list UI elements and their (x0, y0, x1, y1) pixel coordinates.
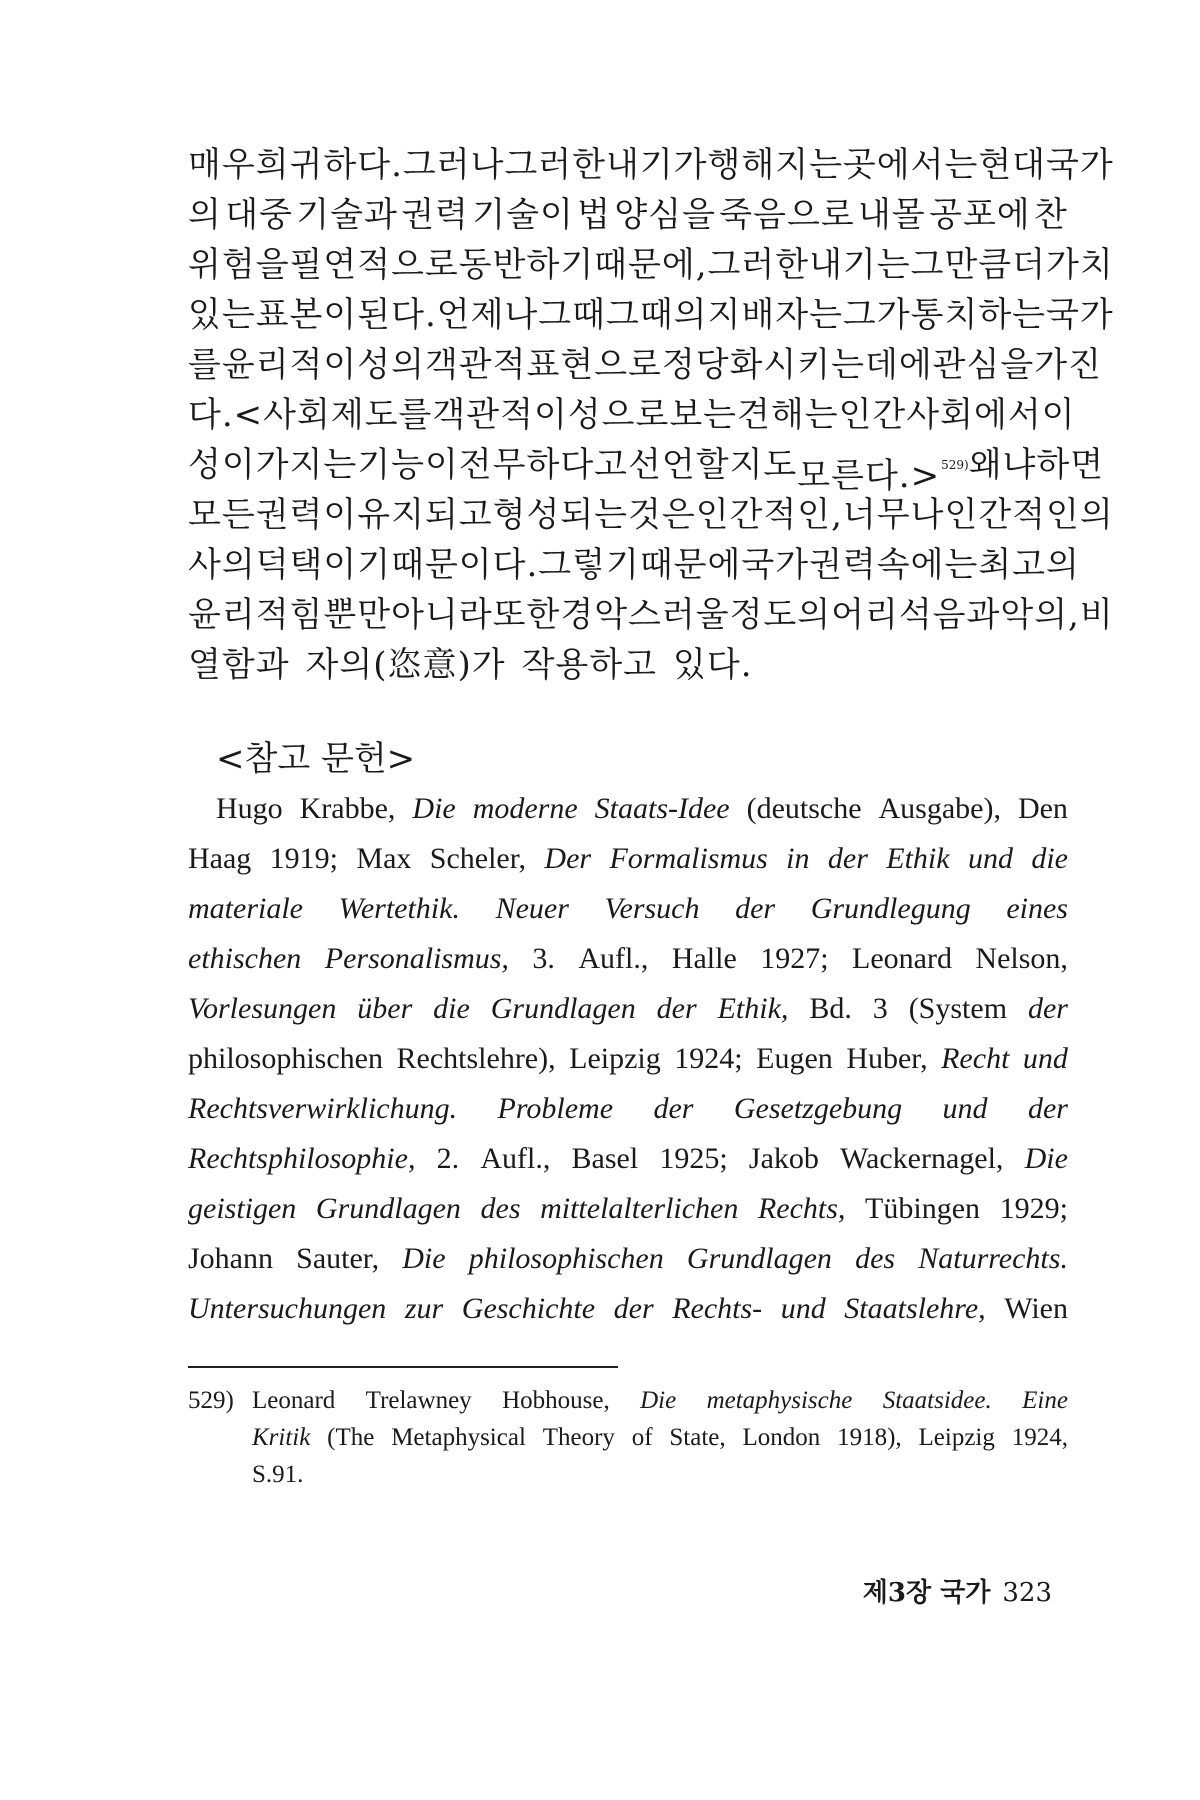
word: 인간 (838, 395, 907, 435)
word: 2. (436, 1142, 460, 1175)
word: 그만큼 (910, 245, 1013, 285)
body-paragraph (188, 140, 1114, 690)
reference-line (188, 1184, 1068, 1234)
word: S. (252, 1461, 273, 1488)
word: des (480, 1192, 521, 1225)
word: 보는 (669, 395, 738, 435)
word: Personalismus, (324, 942, 509, 975)
word: 최고의 (978, 545, 1080, 585)
word: Haag (188, 842, 252, 875)
word: 있는 (188, 295, 256, 335)
reference-line (188, 834, 1068, 884)
word: 1924; (674, 1042, 743, 1075)
word: 권력 (809, 545, 877, 585)
word: Grundlagen (686, 1242, 832, 1275)
word: Metaphysical (391, 1424, 526, 1451)
word: 공포에 (929, 195, 1031, 235)
word: 그렇기 (538, 545, 640, 585)
word: 내기가 (605, 145, 708, 185)
word: Sauter, (296, 1242, 380, 1275)
word: Ethik (886, 842, 950, 875)
word: Scheler, (429, 842, 527, 875)
word: 관심을 (932, 345, 1035, 385)
word: 다. (188, 395, 234, 435)
reference-line (188, 934, 1068, 984)
word: Probleme (497, 1092, 614, 1125)
word: 더 (1012, 245, 1047, 285)
references-list (188, 784, 1068, 1334)
word: 국가 (1046, 145, 1114, 185)
word: State, (669, 1424, 726, 1451)
word: 기술과 (296, 195, 398, 235)
word: 법 (577, 195, 612, 235)
word: der (735, 892, 776, 925)
word: Leipzig (569, 1042, 661, 1075)
word: 제도를 (330, 395, 433, 435)
word: Eine (1022, 1387, 1068, 1414)
body-line-3 (188, 240, 1114, 290)
word: 의 (188, 195, 222, 235)
word: 인간적인 (944, 495, 1080, 535)
word: 동반하기 (458, 245, 595, 285)
word: 기능이 (357, 445, 459, 485)
word: 지배자는 (707, 295, 843, 335)
word: über (357, 992, 413, 1025)
word: 경악스러울 (560, 595, 730, 635)
body-line-4 (188, 290, 1114, 340)
word: 그러한 (504, 145, 606, 185)
reference-line (188, 1234, 1068, 1284)
word: Trelawney (365, 1387, 472, 1414)
word: Bd. (809, 992, 852, 1025)
word: Neuer (495, 892, 569, 925)
word: Grundlagen (490, 992, 636, 1025)
word: Die (640, 1387, 677, 1414)
word: und (780, 1292, 826, 1325)
word: Max (356, 842, 412, 875)
word: 권력 (401, 195, 469, 235)
word: 데에 (864, 345, 933, 385)
word: 때문이다. (391, 545, 539, 585)
word: 내몰 (858, 195, 926, 235)
page-footer (863, 1572, 1052, 1609)
word: 모든 (188, 495, 256, 535)
word: Staatsidee. (882, 1387, 992, 1414)
word: eines (1006, 892, 1068, 925)
word: der (1027, 1092, 1068, 1125)
word: 있다. (673, 645, 753, 685)
word: 국가 (741, 545, 810, 585)
body-line-8 (188, 490, 1114, 540)
word: 그때그때의 (538, 295, 708, 335)
body-line-6 (188, 390, 1076, 440)
word: Krabbe, (299, 792, 396, 825)
word: Kritik (252, 1424, 311, 1451)
word: (System (908, 992, 1008, 1025)
word: London (742, 1424, 821, 1451)
word: 어리석음과 (831, 595, 1001, 635)
word: Rechtsphilosophie, (188, 1142, 416, 1175)
footnote-divider (188, 1366, 618, 1368)
word: 비 (1079, 595, 1114, 635)
word: Tübingen (865, 1192, 981, 1225)
word: 것은 (628, 495, 696, 535)
word: 표본이 (255, 295, 358, 335)
word: Rechts, (757, 1192, 846, 1225)
word: 대중 (225, 195, 293, 235)
word: 자의(恣意)가 (305, 645, 506, 685)
word: 위험을 (188, 245, 290, 285)
word: 왜냐하면 (968, 445, 1105, 485)
word: Den (1017, 792, 1068, 825)
word: Die (1024, 1142, 1068, 1175)
body-line-1 (188, 140, 1114, 190)
word: (deutsche (746, 792, 862, 825)
word: 모른다.>$^{529)}$ (797, 456, 969, 496)
word: der (656, 992, 697, 1025)
word: 열함과 (188, 645, 290, 685)
word: (The (327, 1424, 375, 1451)
word: 를 (188, 345, 222, 385)
word: der (827, 842, 868, 875)
word: 선언할지도 (628, 445, 798, 485)
footnote-line (252, 1382, 1068, 1419)
word: mittelalterlichen (540, 1192, 739, 1225)
word: 필연적으로 (289, 245, 459, 285)
word: Huber, (846, 1042, 928, 1075)
word: 전무하다고 (458, 445, 629, 485)
reference-line (188, 784, 1068, 834)
word: moderne (472, 792, 578, 825)
word: Leonard (252, 1387, 336, 1414)
word: 국가 (1046, 295, 1114, 335)
word: Hugo (216, 792, 283, 825)
word: Vorlesungen (188, 992, 337, 1025)
word: 악의, (1000, 595, 1080, 635)
word: 1919; (269, 842, 339, 875)
word: 윤리적 (221, 345, 324, 385)
word: Die (402, 1242, 446, 1275)
word: Ausgabe), (878, 792, 1001, 825)
body-line-7 (188, 440, 1105, 496)
word: 객관적 (432, 395, 534, 435)
word: Wertethik. (338, 892, 460, 925)
body-line-10 (188, 590, 1114, 640)
word: 양심을 (614, 195, 716, 235)
word: 윤리적 (188, 595, 290, 635)
word: 매우 (188, 145, 256, 185)
body-line-11 (188, 640, 1068, 690)
word: Leonard (852, 942, 952, 975)
word: 사회에서 (906, 395, 1042, 435)
word: 정도의 (729, 595, 832, 635)
word: philosophischen (468, 1242, 664, 1275)
word: 1929; (999, 1192, 1068, 1225)
word: 1924, (1011, 1424, 1068, 1451)
word: 찬 (1034, 195, 1068, 235)
word: 덕택이기 (255, 545, 392, 585)
word: 성이 (188, 445, 256, 485)
word: 3 (872, 992, 888, 1025)
word: Staatslehre, (844, 1292, 986, 1325)
word: 인간적인, (695, 495, 843, 535)
word: Geschichte (461, 1292, 596, 1325)
word: ethischen (188, 942, 302, 975)
reference-line (188, 1034, 1068, 1084)
footnote (188, 1382, 1068, 1493)
word: Gesetzgebung (733, 1092, 903, 1125)
page-number: 323 (1002, 1578, 1052, 1608)
word: philosophischen (188, 1042, 383, 1075)
word: 아니라 (391, 595, 493, 635)
word: 이성으로 (533, 395, 670, 435)
word: Basel (571, 1142, 639, 1175)
word: Rechtsverwirklichung. (188, 1092, 458, 1125)
word: 의 (1079, 495, 1114, 535)
word: Rechtslehre), (396, 1042, 556, 1075)
word: Wien (1004, 1292, 1068, 1325)
footnote-number: 529) (188, 1387, 234, 1414)
word: 된다. (357, 295, 437, 335)
word: Der (544, 842, 592, 875)
word: 또한 (492, 595, 561, 635)
body-line-2 (188, 190, 1068, 240)
word: 힘뿐만 (289, 595, 392, 635)
word: 1918), (837, 1424, 902, 1451)
word: Aufl., (578, 942, 649, 975)
word: der (653, 1092, 694, 1125)
word: 3. (532, 942, 555, 975)
word: Hobhouse, (502, 1387, 610, 1414)
word: geistigen (188, 1192, 297, 1225)
word: 내기는 (809, 245, 911, 285)
word: 때문에 (639, 545, 742, 585)
footnote-line (252, 1419, 1068, 1456)
word: Staats-Idee (594, 792, 730, 825)
word: 곳에서는 (842, 145, 979, 185)
word: und (942, 1092, 988, 1125)
word: 표현으로 (526, 345, 662, 385)
body-line-9 (188, 540, 1080, 590)
word: 가치 (1046, 245, 1114, 285)
word: 유지되고 (357, 495, 493, 535)
word: of (631, 1424, 653, 1451)
word: und (1022, 1042, 1068, 1075)
word: Aufl., (480, 1142, 551, 1175)
word: <사회 (233, 395, 331, 435)
word: 그러나 (402, 145, 505, 185)
word: 형성되는 (492, 495, 629, 535)
word: Formalismus (609, 842, 768, 875)
word: 이 (1041, 395, 1076, 435)
word: und (967, 842, 1013, 875)
footnote-text (252, 1382, 1068, 1493)
word: Johann (188, 1242, 273, 1275)
word: 현대 (978, 145, 1047, 185)
reference-line (188, 984, 1068, 1034)
body-line-5 (188, 340, 1102, 390)
word: 객관적 (424, 345, 527, 385)
word: metaphysische (706, 1387, 853, 1414)
footnote-marker[interactable]: 529) (941, 458, 969, 472)
reference-line (188, 1134, 1068, 1184)
word: Wackernagel, (840, 1142, 1004, 1175)
chapter-label: 제3장 국가 (862, 1578, 991, 1608)
references-heading: <참고 문헌> (216, 739, 416, 779)
word: Leipzig (918, 1424, 995, 1451)
word: in (786, 842, 810, 875)
word: materiale (188, 892, 303, 925)
word: 작용하고 (521, 645, 657, 685)
footnote-line (252, 1456, 1068, 1493)
reference-line (188, 1284, 1068, 1334)
word: Theory (542, 1424, 615, 1451)
word: Nelson, (975, 942, 1068, 975)
word: 때문에, (594, 245, 708, 285)
word: Ethik, (717, 992, 789, 1025)
word: der (613, 1292, 654, 1325)
word: die (1031, 842, 1068, 875)
word: 그러한 (707, 245, 810, 285)
word: Jakob (748, 1142, 819, 1175)
word: Halle (671, 942, 737, 975)
word: 죽음으로 (719, 195, 855, 235)
word: 견해는 (737, 395, 839, 435)
book-page (188, 140, 1114, 1760)
word: 1927; (760, 942, 829, 975)
word: 너무나 (842, 495, 945, 535)
word: Naturrechts. (918, 1242, 1068, 1275)
word: der (1027, 992, 1068, 1025)
reference-line (188, 1084, 1068, 1134)
word: 희귀하다. (255, 145, 403, 185)
word: 언제나 (436, 295, 539, 335)
word: des (855, 1242, 896, 1275)
word: 행해지는 (707, 145, 843, 185)
word: Rechts- (672, 1292, 763, 1325)
word: Untersuchungen (188, 1292, 387, 1325)
word: Grundlagen (315, 1192, 461, 1225)
word: 정당화시키는 (661, 345, 865, 385)
word: 권력이 (255, 495, 358, 535)
word: 91. (272, 1461, 304, 1488)
word: 이성의 (323, 345, 425, 385)
word: 가지는 (255, 445, 358, 485)
word: 가진 (1034, 345, 1102, 385)
word: Eugen (756, 1042, 833, 1075)
word: 기술이 (472, 195, 574, 235)
word: 1925; (659, 1142, 728, 1175)
word: Recht (941, 1042, 1010, 1075)
reference-line (188, 884, 1068, 934)
word: Die (412, 792, 456, 825)
word: 사의 (188, 545, 256, 585)
word: Versuch (604, 892, 700, 925)
word: die (433, 992, 470, 1025)
word: 속에는 (876, 545, 979, 585)
word: 통치하는 (910, 295, 1047, 335)
word: Grundlegung (810, 892, 971, 925)
word: 그가 (842, 295, 911, 335)
word: zur (404, 1292, 444, 1325)
